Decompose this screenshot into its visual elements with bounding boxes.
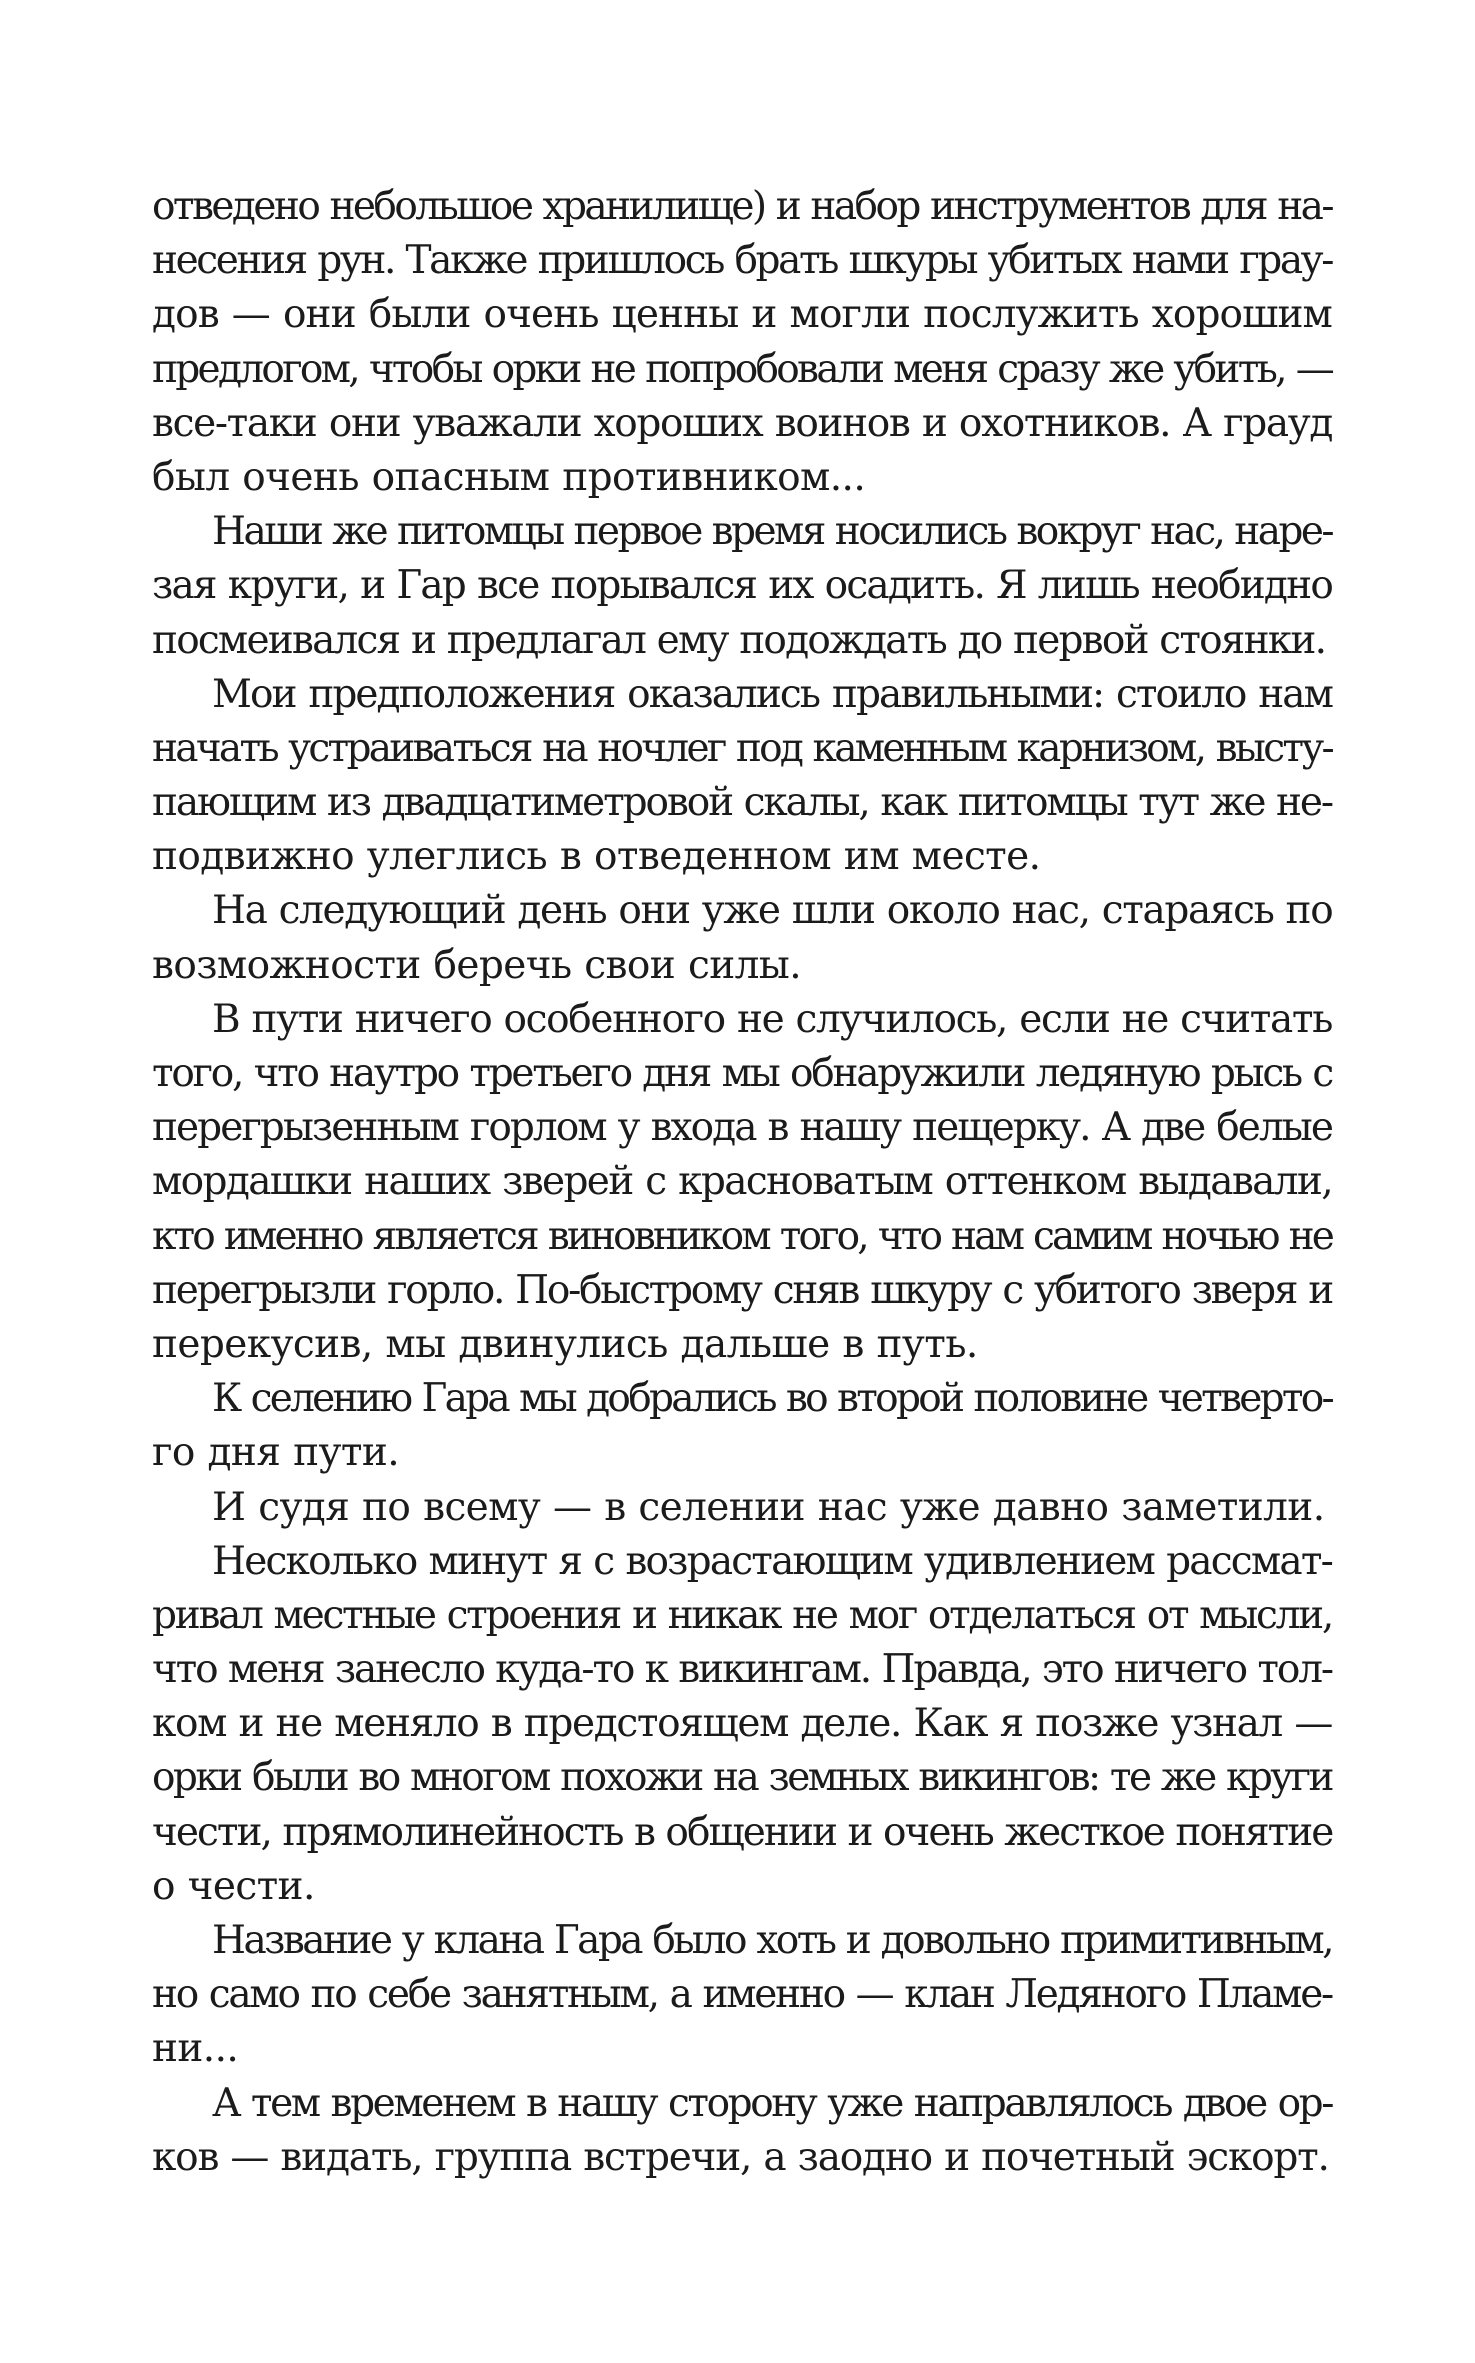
text-line: но само по себе занятным, а именно — клан Ледяного Пламе- <box>152 1972 1332 2018</box>
text-line: отведено небольшое хранилище) и набор инструментов для на- <box>152 184 1332 229</box>
paragraph <box>152 505 1332 668</box>
text-line: Наши же питомцы первое время носились вокруг нас, наре- <box>212 509 1332 555</box>
text-line: И судя по всему — в селении нас уже давно заметили. <box>212 1484 1325 1530</box>
text-line: несения рун. Также пришлось брать шкуры убитых нами грау- <box>152 238 1332 284</box>
paragraph <box>152 1481 1332 1535</box>
paragraph <box>152 2077 1332 2185</box>
paragraph <box>152 1372 1332 1480</box>
text-line: зая круги, и Гар все порывался их осадить. Я лишь необидно <box>152 563 1332 609</box>
text-line: перегрызли горло. По-быстрому сняв шкуру с убитого зверя и <box>152 1267 1332 1313</box>
text-line: В пути ничего особенного не случилось, если не считать <box>212 996 1332 1042</box>
paragraph <box>152 1535 1332 1914</box>
text-line: го дня пути. <box>152 1430 400 1476</box>
text-line: ков — видать, группа встречи, а заодно и почетный эскорт. <box>152 2134 1329 2180</box>
book-page <box>152 180 1332 2185</box>
text-line: кто именно является виновником того, что нам самим ночью не <box>152 1213 1332 1259</box>
paragraph <box>152 180 1332 505</box>
text-line: того, что наутро третьего дня мы обнаружили ледяную рысь с <box>152 1051 1332 1096</box>
text-line: Название у клана Гара было хоть и довольно примитивным, <box>212 1918 1332 1963</box>
text-line: Несколько минут я с возрастающим удивлением рассмат- <box>212 1538 1332 1584</box>
text-line: подвижно улеглись в отведенном им месте. <box>152 834 1041 880</box>
text-line: начать устраиваться на ночлег под каменным карнизом, высту- <box>152 725 1332 771</box>
text-line: орки были во многом похожи на земных викингов: те же круги <box>152 1755 1332 1801</box>
text-line: чести, прямолинейность в общении и очень жесткое понятие <box>152 1809 1333 1855</box>
text-line: мордашки наших зверей с красноватым оттенком выдавали, <box>152 1159 1332 1205</box>
text-line: предлогом, чтобы орки не попробовали меня сразу же убить, — <box>152 346 1332 392</box>
text-line: ком и не меняло в предстоящем деле. Как я позже узнал — <box>152 1701 1332 1747</box>
text-line: посмеивался и предлагал ему подождать до первой стоянки. <box>152 617 1326 663</box>
text-line: все-таки они уважали хороших воинов и охотников. А грауд <box>152 400 1332 446</box>
paragraph <box>152 1914 1332 2077</box>
text-line: К селению Гара мы добрались во второй половине четверто- <box>212 1376 1332 1422</box>
text-line: был очень опасным противником... <box>152 454 866 500</box>
text-line: ни... <box>152 2026 239 2072</box>
paragraph <box>152 668 1332 885</box>
text-line: что меня занесло куда-то к викингам. Правда, это ничего тол- <box>152 1647 1332 1693</box>
text-line: А тем временем в нашу сторону уже направлялось двое ор- <box>212 2080 1332 2126</box>
text-line: о чести. <box>152 1863 315 1909</box>
text-line: возможности беречь свои силы. <box>152 942 802 988</box>
text-line: пающим из двадцатиметровой скалы, как питомцы тут же не- <box>152 780 1332 826</box>
text-line: перегрызенным горлом у входа в нашу пещерку. А две белые <box>152 1105 1332 1151</box>
text-line: Мои предположения оказались правильными: стоило нам <box>212 671 1332 717</box>
text-line: На следующий день они уже шли около нас, стараясь по <box>212 888 1333 934</box>
text-line: ривал местные строения и никак не мог отделаться от мысли, <box>152 1592 1332 1638</box>
paragraph <box>152 884 1332 992</box>
text-line: перекусив, мы двинулись дальше в путь. <box>152 1321 978 1367</box>
text-line: дов — они были очень ценны и могли послужить хорошим <box>152 292 1332 338</box>
paragraph <box>152 993 1332 1372</box>
